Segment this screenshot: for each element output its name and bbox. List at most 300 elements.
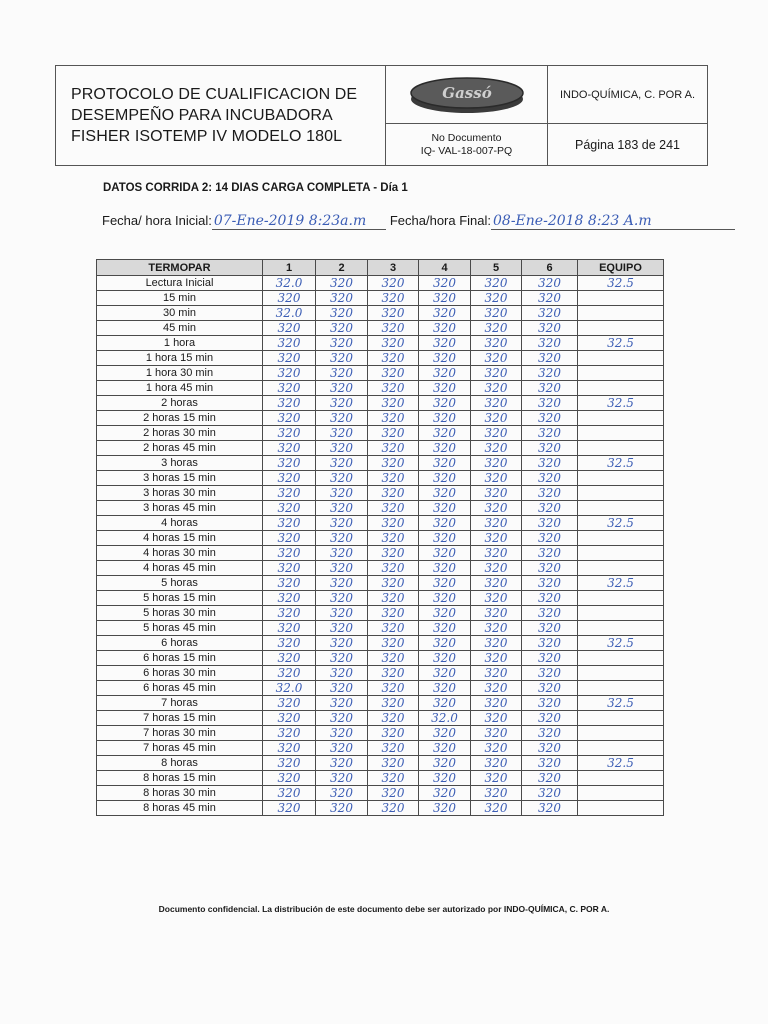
thermocouple-reading: 32.0 (263, 306, 316, 321)
thermocouple-reading: 320 (419, 786, 471, 801)
thermocouple-reading: 320 (419, 396, 471, 411)
table-body (97, 276, 664, 816)
row-label: 7 horas 45 min (97, 741, 263, 756)
table-row (97, 321, 664, 336)
thermocouple-reading: 320 (263, 606, 316, 621)
thermocouple-reading: 320 (522, 276, 578, 291)
thermocouple-reading: 320 (419, 606, 471, 621)
thermocouple-reading: 320 (522, 381, 578, 396)
equipment-reading (578, 501, 664, 516)
table-row (97, 786, 664, 801)
equipment-reading: 32.5 (578, 696, 664, 711)
thermocouple-reading: 320 (316, 711, 368, 726)
thermocouple-reading: 320 (522, 771, 578, 786)
thermocouple-reading: 320 (522, 321, 578, 336)
row-label: 8 horas (97, 756, 263, 771)
thermocouple-reading: 320 (419, 726, 471, 741)
equipment-reading (578, 531, 664, 546)
thermocouple-reading: 320 (471, 516, 522, 531)
thermocouple-reading: 320 (522, 576, 578, 591)
thermocouple-reading: 320 (471, 696, 522, 711)
thermocouple-reading: 320 (316, 456, 368, 471)
thermocouple-reading: 320 (522, 636, 578, 651)
thermocouple-reading: 320 (522, 351, 578, 366)
row-label: 3 horas 45 min (97, 501, 263, 516)
doc-number-value: IQ- VAL-18-007-PQ (420, 144, 513, 157)
row-label: 3 horas 15 min (97, 471, 263, 486)
thermocouple-reading: 320 (263, 456, 316, 471)
row-label: 7 horas (97, 696, 263, 711)
thermocouple-reading: 320 (263, 621, 316, 636)
thermocouple-reading: 320 (471, 456, 522, 471)
thermocouple-reading: 320 (263, 411, 316, 426)
thermocouple-reading: 320 (316, 366, 368, 381)
thermocouple-reading: 320 (419, 801, 471, 816)
thermocouple-reading: 320 (316, 501, 368, 516)
end-date-label: Fecha/hora Final: (389, 213, 492, 228)
table-row (97, 486, 664, 501)
row-label: 2 horas 15 min (97, 411, 263, 426)
equipment-reading: 32.5 (578, 636, 664, 651)
equipment-reading (578, 666, 664, 681)
table-row (97, 576, 664, 591)
thermocouple-reading: 320 (471, 471, 522, 486)
thermocouple-reading: 320 (522, 786, 578, 801)
thermocouple-reading: 320 (263, 381, 316, 396)
column-header: 2 (316, 260, 368, 276)
column-header: 3 (368, 260, 419, 276)
thermocouple-reading: 320 (419, 501, 471, 516)
thermocouple-reading: 320 (263, 726, 316, 741)
table-row (97, 381, 664, 396)
thermocouple-reading: 320 (368, 276, 419, 291)
table-header-row (97, 260, 664, 276)
table-row (97, 501, 664, 516)
column-header: EQUIPO (578, 260, 664, 276)
thermocouple-reading: 320 (368, 681, 419, 696)
thermocouple-reading: 320 (263, 756, 316, 771)
thermocouple-reading: 320 (471, 801, 522, 816)
thermocouple-reading: 320 (471, 726, 522, 741)
table-row (97, 636, 664, 651)
thermocouple-reading: 320 (368, 651, 419, 666)
thermocouple-reading: 320 (471, 381, 522, 396)
thermocouple-reading: 320 (471, 306, 522, 321)
thermocouple-reading: 320 (316, 441, 368, 456)
thermocouple-reading: 320 (368, 336, 419, 351)
row-label: 2 horas 45 min (97, 441, 263, 456)
equipment-reading (578, 591, 664, 606)
thermocouple-reading: 320 (263, 786, 316, 801)
thermocouple-reading: 320 (368, 546, 419, 561)
row-label: 5 horas 30 min (97, 606, 263, 621)
thermocouple-reading: 320 (522, 366, 578, 381)
thermocouple-reading: 320 (368, 621, 419, 636)
row-label: 7 horas 15 min (97, 711, 263, 726)
thermocouple-reading: 320 (471, 786, 522, 801)
equipment-reading (578, 321, 664, 336)
thermocouple-reading: 320 (419, 321, 471, 336)
row-label: 5 horas (97, 576, 263, 591)
thermocouple-reading: 320 (316, 486, 368, 501)
thermocouple-reading: 320 (263, 336, 316, 351)
table-row (97, 651, 664, 666)
thermocouple-reading: 320 (263, 516, 316, 531)
thermocouple-reading: 320 (368, 291, 419, 306)
row-label: 8 horas 15 min (97, 771, 263, 786)
thermocouple-reading: 320 (471, 621, 522, 636)
thermocouple-reading: 320 (419, 486, 471, 501)
thermocouple-reading: 320 (522, 621, 578, 636)
thermocouple-reading: 320 (316, 636, 368, 651)
thermocouple-reading: 320 (471, 741, 522, 756)
thermocouple-reading: 320 (368, 786, 419, 801)
thermocouple-reading: 320 (522, 291, 578, 306)
equipment-reading (578, 381, 664, 396)
thermocouple-reading: 320 (522, 711, 578, 726)
section-title: DATOS CORRIDA 2: 14 DIAS CARGA COMPLETA - Día 1 (103, 182, 408, 194)
thermocouple-reading: 320 (263, 666, 316, 681)
thermocouple-reading: 320 (471, 366, 522, 381)
thermocouple-reading: 320 (471, 411, 522, 426)
thermocouple-reading: 320 (368, 411, 419, 426)
header-right (548, 66, 707, 165)
start-date-label: Fecha/ hora Inicial: (102, 213, 212, 228)
row-label: 8 horas 30 min (97, 786, 263, 801)
equipment-reading: 32.5 (578, 576, 664, 591)
equipment-reading (578, 771, 664, 786)
thermocouple-reading: 320 (263, 771, 316, 786)
title-line-2: DESEMPEÑO PARA INCUBADORA (71, 107, 333, 124)
thermocouple-reading: 320 (419, 651, 471, 666)
table-row (97, 396, 664, 411)
table-row (97, 531, 664, 546)
thermocouple-reading: 320 (522, 471, 578, 486)
row-label: 5 horas 15 min (97, 591, 263, 606)
thermocouple-reading: 320 (471, 606, 522, 621)
thermocouple-reading: 320 (263, 321, 316, 336)
thermocouple-reading: 320 (263, 291, 316, 306)
thermocouple-reading: 320 (522, 666, 578, 681)
page-number: Página 183 de 241 (575, 137, 680, 152)
thermocouple-reading: 320 (522, 426, 578, 441)
table-row (97, 291, 664, 306)
thermocouple-reading: 320 (419, 336, 471, 351)
row-label: 8 horas 45 min (97, 801, 263, 816)
thermocouple-reading: 320 (471, 336, 522, 351)
thermocouple-reading: 320 (522, 516, 578, 531)
protocol-title (56, 66, 386, 165)
thermocouple-reading: 320 (471, 501, 522, 516)
equipment-reading (578, 786, 664, 801)
thermocouple-reading: 320 (419, 621, 471, 636)
thermocouple-reading: 320 (263, 636, 316, 651)
row-label: 30 min (97, 306, 263, 321)
thermocouple-reading: 320 (419, 741, 471, 756)
thermocouple-reading: 320 (316, 621, 368, 636)
start-date-value: 07-Ene-2019 8:23a.m (212, 213, 386, 230)
thermocouple-reading: 320 (522, 456, 578, 471)
table-row (97, 801, 664, 816)
thermocouple-reading: 320 (316, 801, 368, 816)
thermocouple-reading: 32.0 (263, 276, 316, 291)
thermocouple-reading: 320 (316, 516, 368, 531)
thermocouple-reading: 320 (368, 486, 419, 501)
thermocouple-reading: 320 (316, 306, 368, 321)
confidential-footer: Documento confidencial. La distribución de este documento debe ser autorizado por INDO-QUÍMICA, C. POR A. (158, 904, 610, 914)
row-label: 4 horas 15 min (97, 531, 263, 546)
thermocouple-reading: 320 (522, 306, 578, 321)
thermocouple-reading: 320 (419, 366, 471, 381)
thermocouple-reading: 320 (316, 651, 368, 666)
thermocouple-reading: 320 (522, 396, 578, 411)
thermocouple-reading: 320 (419, 441, 471, 456)
table-row (97, 606, 664, 621)
thermocouple-reading: 320 (471, 711, 522, 726)
thermocouple-reading: 320 (316, 351, 368, 366)
equipment-reading (578, 306, 664, 321)
thermocouple-reading: 320 (419, 351, 471, 366)
equipment-reading (578, 711, 664, 726)
thermocouple-reading: 320 (471, 756, 522, 771)
table-row (97, 456, 664, 471)
thermocouple-reading: 320 (471, 591, 522, 606)
thermocouple-reading: 320 (368, 576, 419, 591)
thermocouple-reading: 320 (471, 636, 522, 651)
thermocouple-reading: 320 (316, 681, 368, 696)
thermocouple-reading: 320 (368, 756, 419, 771)
table-row (97, 426, 664, 441)
thermocouple-reading: 320 (316, 531, 368, 546)
row-label: 1 hora 30 min (97, 366, 263, 381)
thermocouple-reading: 320 (419, 696, 471, 711)
thermocouple-reading: 320 (419, 381, 471, 396)
table-row (97, 666, 664, 681)
table-row (97, 756, 664, 771)
table-row (97, 681, 664, 696)
thermocouple-reading: 320 (368, 516, 419, 531)
thermocouple-reading: 320 (522, 726, 578, 741)
thermocouple-reading: 320 (368, 801, 419, 816)
thermocouple-reading: 320 (471, 441, 522, 456)
row-label: 3 horas 30 min (97, 486, 263, 501)
table-row (97, 441, 664, 456)
thermocouple-reading: 320 (368, 696, 419, 711)
thermocouple-reading: 320 (522, 531, 578, 546)
equipment-reading (578, 651, 664, 666)
title-line-3: FISHER ISOTEMP IV MODELO 180L (71, 128, 343, 145)
company-logo (386, 66, 547, 124)
thermocouple-reading: 320 (368, 456, 419, 471)
table-row (97, 591, 664, 606)
thermocouple-reading: 320 (263, 801, 316, 816)
thermocouple-reading: 320 (522, 801, 578, 816)
table-row (97, 711, 664, 726)
thermocouple-reading: 320 (419, 306, 471, 321)
thermocouple-reading: 320 (471, 321, 522, 336)
thermocouple-reading: 320 (522, 741, 578, 756)
thermocouple-reading: 320 (368, 396, 419, 411)
thermocouple-reading: 320 (368, 471, 419, 486)
title-line-1: PROTOCOLO DE CUALIFICACION DE (71, 86, 358, 103)
row-label: 1 hora 15 min (97, 351, 263, 366)
thermocouple-reading: 320 (471, 291, 522, 306)
thermocouple-reading: 320 (419, 531, 471, 546)
thermocouple-reading: 320 (316, 576, 368, 591)
thermocouple-reading: 32.0 (419, 711, 471, 726)
thermocouple-reading: 320 (419, 546, 471, 561)
thermocouple-reading: 320 (316, 666, 368, 681)
thermocouple-reading: 320 (368, 366, 419, 381)
equipment-reading (578, 441, 664, 456)
thermocouple-reading: 320 (368, 306, 419, 321)
thermocouple-reading: 320 (263, 486, 316, 501)
thermocouple-reading: 320 (471, 426, 522, 441)
thermocouple-reading: 320 (263, 561, 316, 576)
thermocouple-reading: 320 (368, 441, 419, 456)
thermocouple-reading: 320 (368, 636, 419, 651)
thermocouple-reading: 320 (368, 711, 419, 726)
thermocouple-reading: 32.0 (263, 681, 316, 696)
column-header: TERMOPAR (97, 260, 263, 276)
column-header: 6 (522, 260, 578, 276)
thermocouple-reading: 320 (316, 606, 368, 621)
thermocouple-reading: 320 (522, 591, 578, 606)
thermocouple-reading: 320 (316, 291, 368, 306)
thermocouple-reading: 320 (522, 546, 578, 561)
equipment-reading (578, 801, 664, 816)
document-number-cell (386, 124, 547, 165)
table-row (97, 351, 664, 366)
equipment-reading (578, 561, 664, 576)
thermocouple-reading: 320 (419, 591, 471, 606)
thermocouple-reading: 320 (471, 576, 522, 591)
thermocouple-reading: 320 (419, 576, 471, 591)
equipment-reading (578, 726, 664, 741)
thermocouple-reading: 320 (522, 501, 578, 516)
table-row (97, 696, 664, 711)
thermocouple-reading: 320 (316, 411, 368, 426)
equipment-reading (578, 621, 664, 636)
thermocouple-reading: 320 (471, 651, 522, 666)
thermocouple-reading: 320 (368, 606, 419, 621)
thermocouple-reading: 320 (522, 561, 578, 576)
thermocouple-reading: 320 (368, 561, 419, 576)
thermocouple-reading: 320 (263, 471, 316, 486)
thermocouple-reading: 320 (368, 381, 419, 396)
thermocouple-reading: 320 (368, 501, 419, 516)
row-label: 4 horas 30 min (97, 546, 263, 561)
row-label: 1 hora (97, 336, 263, 351)
thermocouple-reading: 320 (522, 756, 578, 771)
thermocouple-reading: 320 (316, 696, 368, 711)
thermocouple-reading: 320 (263, 531, 316, 546)
row-label: 15 min (97, 291, 263, 306)
thermocouple-reading: 320 (522, 486, 578, 501)
thermocouple-reading: 320 (419, 681, 471, 696)
thermocouple-reading: 320 (263, 651, 316, 666)
thermocouple-reading: 320 (471, 351, 522, 366)
thermocouple-reading: 320 (419, 771, 471, 786)
thermocouple-reading: 320 (471, 681, 522, 696)
thermocouple-reading: 320 (316, 396, 368, 411)
thermocouple-reading: 320 (263, 591, 316, 606)
row-label: 3 horas (97, 456, 263, 471)
row-label: 2 horas (97, 396, 263, 411)
thermocouple-reading: 320 (316, 336, 368, 351)
thermocouple-reading: 320 (419, 411, 471, 426)
thermocouple-reading: 320 (263, 501, 316, 516)
table-row (97, 276, 664, 291)
thermocouple-reading: 320 (263, 741, 316, 756)
thermocouple-reading: 320 (419, 666, 471, 681)
equipment-reading: 32.5 (578, 336, 664, 351)
thermocouple-reading: 320 (368, 771, 419, 786)
equipment-reading (578, 546, 664, 561)
thermocouple-reading: 320 (522, 411, 578, 426)
thermocouple-reading: 320 (419, 471, 471, 486)
thermocouple-reading: 320 (471, 771, 522, 786)
column-header: 1 (263, 260, 316, 276)
thermocouple-reading: 320 (316, 771, 368, 786)
thermocouple-reading: 320 (471, 486, 522, 501)
row-label: 2 horas 30 min (97, 426, 263, 441)
table-row (97, 621, 664, 636)
thermocouple-reading: 320 (471, 531, 522, 546)
temperature-table (96, 259, 664, 816)
row-label: 4 horas (97, 516, 263, 531)
logo-text: Gassó (441, 83, 492, 102)
thermocouple-reading: 320 (263, 351, 316, 366)
thermocouple-reading: 320 (316, 741, 368, 756)
thermocouple-reading: 320 (368, 426, 419, 441)
thermocouple-reading: 320 (471, 666, 522, 681)
thermocouple-reading: 320 (316, 321, 368, 336)
thermocouple-reading: 320 (316, 786, 368, 801)
thermocouple-reading: 320 (263, 396, 316, 411)
equipment-reading (578, 411, 664, 426)
thermocouple-reading: 320 (316, 426, 368, 441)
thermocouple-reading: 320 (368, 666, 419, 681)
row-label: 6 horas 45 min (97, 681, 263, 696)
thermocouple-reading: 320 (316, 591, 368, 606)
row-label: 4 horas 45 min (97, 561, 263, 576)
table-row (97, 366, 664, 381)
thermocouple-reading: 320 (419, 756, 471, 771)
company-name: INDO-QUÍMICA, C. POR A. (548, 66, 707, 124)
equipment-reading: 32.5 (578, 276, 664, 291)
table-row (97, 411, 664, 426)
thermocouple-reading: 320 (263, 696, 316, 711)
table-row (97, 516, 664, 531)
row-label: 5 horas 45 min (97, 621, 263, 636)
table-row (97, 561, 664, 576)
thermocouple-reading: 320 (263, 441, 316, 456)
thermocouple-reading: 320 (316, 561, 368, 576)
thermocouple-reading: 320 (316, 726, 368, 741)
thermocouple-reading: 320 (316, 756, 368, 771)
thermocouple-reading: 320 (316, 546, 368, 561)
row-label: 1 hora 45 min (97, 381, 263, 396)
thermocouple-reading: 320 (419, 561, 471, 576)
column-header: 5 (471, 260, 522, 276)
equipment-reading (578, 291, 664, 306)
thermocouple-reading: 320 (316, 276, 368, 291)
table-row (97, 741, 664, 756)
thermocouple-reading: 320 (471, 276, 522, 291)
thermocouple-reading: 320 (471, 561, 522, 576)
row-label: 6 horas 15 min (97, 651, 263, 666)
